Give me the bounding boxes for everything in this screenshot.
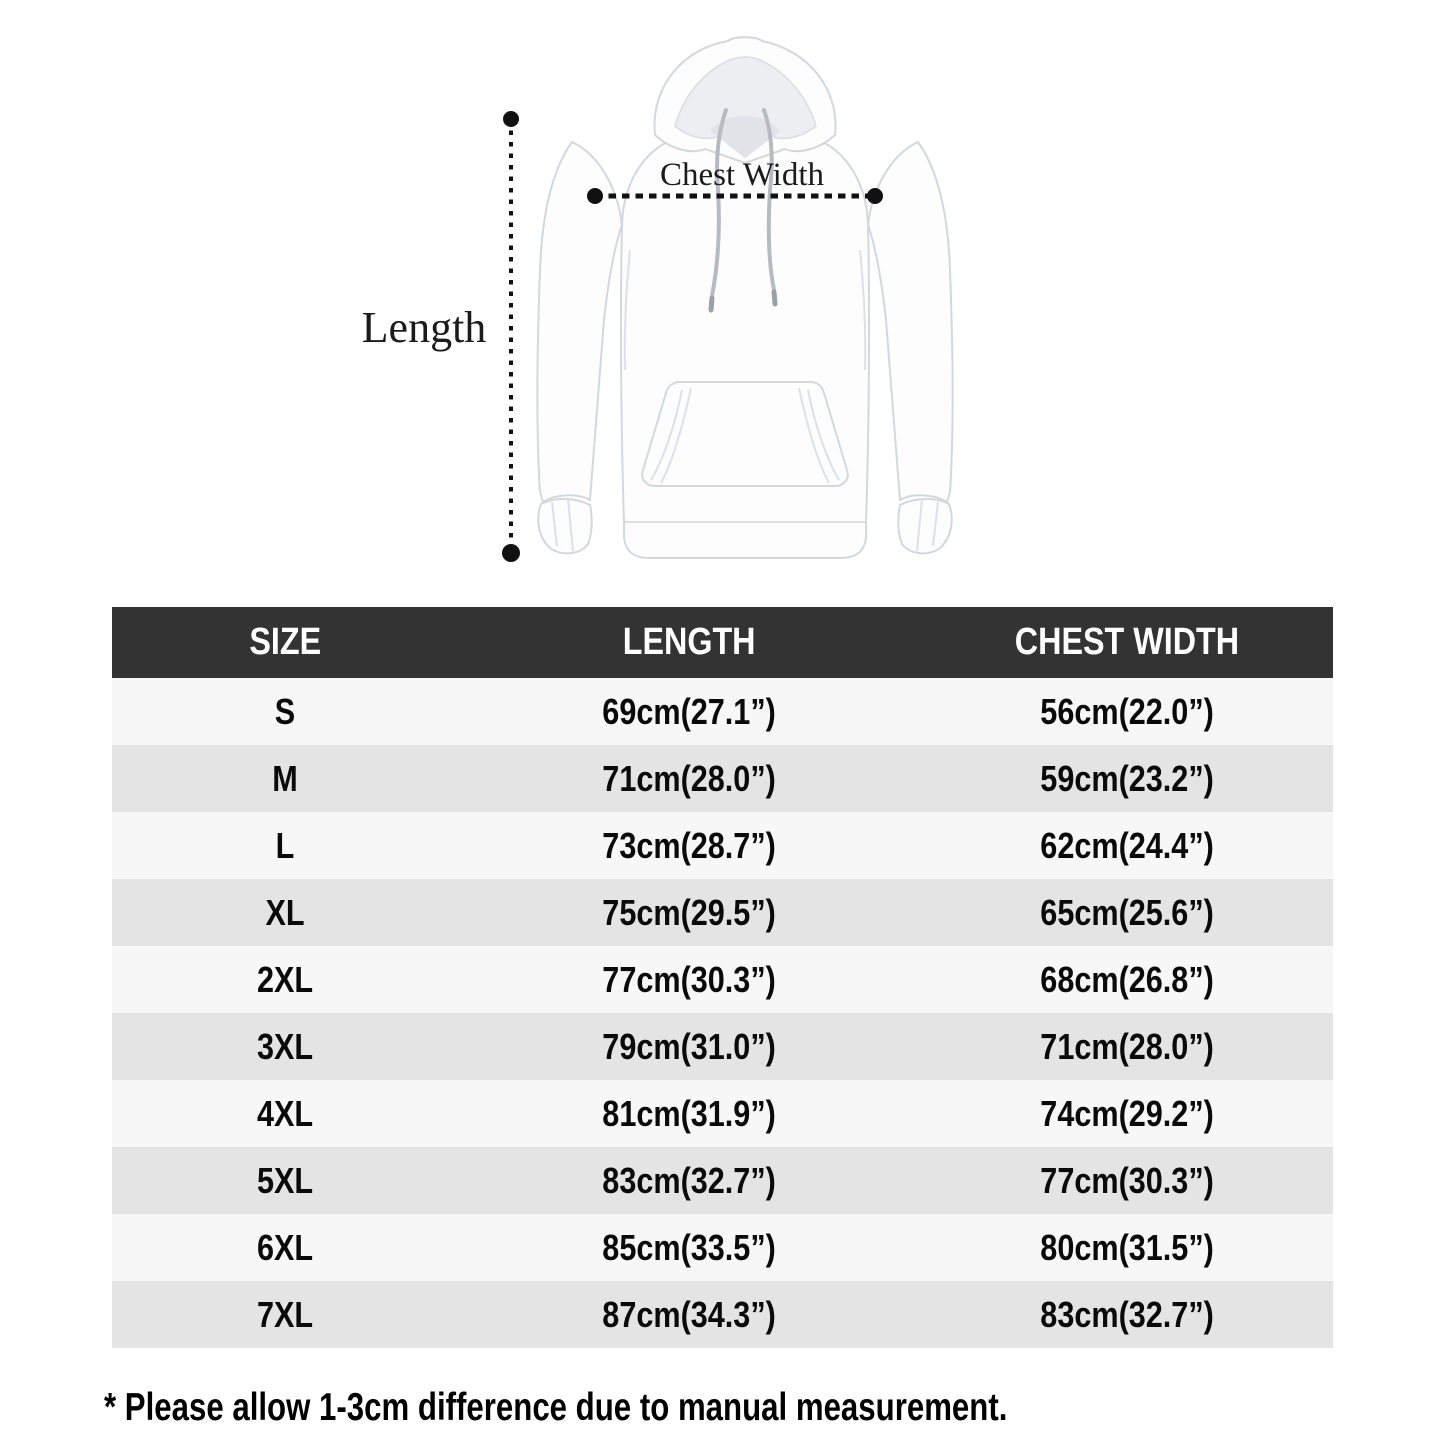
length-cell bbox=[459, 892, 921, 934]
chest-value: 62cm(24.4”) bbox=[1039, 824, 1214, 866]
size-cell bbox=[112, 959, 459, 1001]
size-cell bbox=[112, 1227, 459, 1269]
right-aglet bbox=[774, 292, 775, 304]
chest-cell bbox=[920, 1294, 1333, 1336]
size-value: L bbox=[276, 824, 295, 866]
chest-value: 80cm(31.5”) bbox=[1039, 1226, 1214, 1268]
table-row-5xl bbox=[112, 1147, 1333, 1214]
hoodie-left-cuff bbox=[538, 499, 592, 553]
chest-line-left-dot bbox=[587, 188, 603, 204]
size-value: 2XL bbox=[257, 958, 314, 1000]
table-row-6xl bbox=[112, 1214, 1333, 1281]
length-cell bbox=[459, 959, 921, 1001]
table-row-4xl bbox=[112, 1080, 1333, 1147]
length-line-top-dot bbox=[503, 111, 519, 127]
length-value: 83cm(32.7”) bbox=[602, 1159, 777, 1201]
chest-value: 71cm(28.0”) bbox=[1039, 1025, 1214, 1067]
hoodie-illustration bbox=[330, 30, 990, 590]
size-value: S bbox=[275, 690, 296, 732]
length-measure-line bbox=[502, 111, 520, 562]
length-cell bbox=[459, 1160, 921, 1202]
length-label: Length bbox=[361, 303, 487, 352]
size-value: 4XL bbox=[257, 1092, 314, 1134]
length-cell bbox=[459, 1093, 921, 1135]
size-cell bbox=[112, 691, 459, 733]
length-cell bbox=[459, 1227, 921, 1269]
measurement-footnote bbox=[104, 1386, 1404, 1430]
chest-value: 77cm(30.3”) bbox=[1039, 1159, 1214, 1201]
chest-value: 74cm(29.2”) bbox=[1039, 1092, 1214, 1134]
size-value: 6XL bbox=[257, 1226, 314, 1268]
table-row-m bbox=[112, 745, 1333, 812]
chest-cell bbox=[920, 959, 1333, 1001]
length-value: 87cm(34.3”) bbox=[602, 1293, 777, 1335]
size-cell bbox=[112, 758, 459, 800]
chest-cell bbox=[920, 825, 1333, 867]
chest-value: 56cm(22.0”) bbox=[1039, 690, 1214, 732]
chest-cell bbox=[920, 691, 1333, 733]
size-cell bbox=[112, 1093, 459, 1135]
chest-value: 68cm(26.8”) bbox=[1039, 958, 1214, 1000]
chest-value: 59cm(23.2”) bbox=[1039, 757, 1214, 799]
length-value: 77cm(30.3”) bbox=[602, 958, 777, 1000]
length-value: 85cm(33.5”) bbox=[602, 1226, 777, 1268]
length-cell bbox=[459, 758, 921, 800]
size-cell bbox=[112, 1294, 459, 1336]
chest-value: 65cm(25.6”) bbox=[1039, 891, 1214, 933]
header-length-label: LENGTH bbox=[623, 621, 756, 663]
size-value: 5XL bbox=[257, 1159, 314, 1201]
measurement-footnote-text: * Please allow 1-3cm difference due to manual measurement. bbox=[104, 1386, 1008, 1429]
chest-cell bbox=[920, 1227, 1333, 1269]
chest-cell bbox=[920, 758, 1333, 800]
header-chest-width-label: CHEST WIDTH bbox=[1014, 621, 1239, 663]
header-chest-width bbox=[920, 621, 1333, 664]
header-size-label: SIZE bbox=[249, 621, 322, 663]
table-row-s bbox=[112, 678, 1333, 745]
table-header-row bbox=[112, 607, 1333, 678]
length-value: 75cm(29.5”) bbox=[602, 891, 777, 933]
chest-cell bbox=[920, 1026, 1333, 1068]
length-cell bbox=[459, 1294, 921, 1336]
table-row-l bbox=[112, 812, 1333, 879]
size-value: 7XL bbox=[257, 1293, 314, 1335]
header-size bbox=[112, 621, 459, 664]
length-value: 69cm(27.1”) bbox=[602, 690, 777, 732]
table-row-3xl bbox=[112, 1013, 1333, 1080]
length-value: 73cm(28.7”) bbox=[602, 824, 777, 866]
chest-line-right-dot bbox=[867, 188, 883, 204]
size-cell bbox=[112, 825, 459, 867]
header-length bbox=[459, 621, 921, 664]
chest-cell bbox=[920, 1160, 1333, 1202]
table-row-7xl bbox=[112, 1281, 1333, 1348]
hoodie-body bbox=[621, 136, 869, 558]
chest-cell bbox=[920, 1093, 1333, 1135]
size-table bbox=[112, 607, 1333, 1348]
length-value: 81cm(31.9”) bbox=[602, 1092, 777, 1134]
length-cell bbox=[459, 1026, 921, 1068]
left-aglet bbox=[711, 298, 712, 310]
length-cell bbox=[459, 691, 921, 733]
chest-cell bbox=[920, 892, 1333, 934]
table-row-xl bbox=[112, 879, 1333, 946]
size-value: 3XL bbox=[257, 1025, 314, 1067]
length-cell bbox=[459, 825, 921, 867]
hoodie-pocket bbox=[642, 382, 848, 486]
table-row-2xl bbox=[112, 946, 1333, 1013]
length-value: 71cm(28.0”) bbox=[602, 757, 777, 799]
length-line-bottom-dot bbox=[502, 544, 520, 562]
size-diagram bbox=[330, 30, 990, 590]
size-value: XL bbox=[265, 891, 305, 933]
chest-width-label: Chest Width bbox=[660, 157, 824, 193]
size-value: M bbox=[272, 757, 299, 799]
length-value: 79cm(31.0”) bbox=[602, 1025, 777, 1067]
chest-value: 83cm(32.7”) bbox=[1039, 1293, 1214, 1335]
hoodie-right-cuff bbox=[898, 499, 952, 553]
size-cell bbox=[112, 1026, 459, 1068]
size-cell bbox=[112, 892, 459, 934]
size-cell bbox=[112, 1160, 459, 1202]
